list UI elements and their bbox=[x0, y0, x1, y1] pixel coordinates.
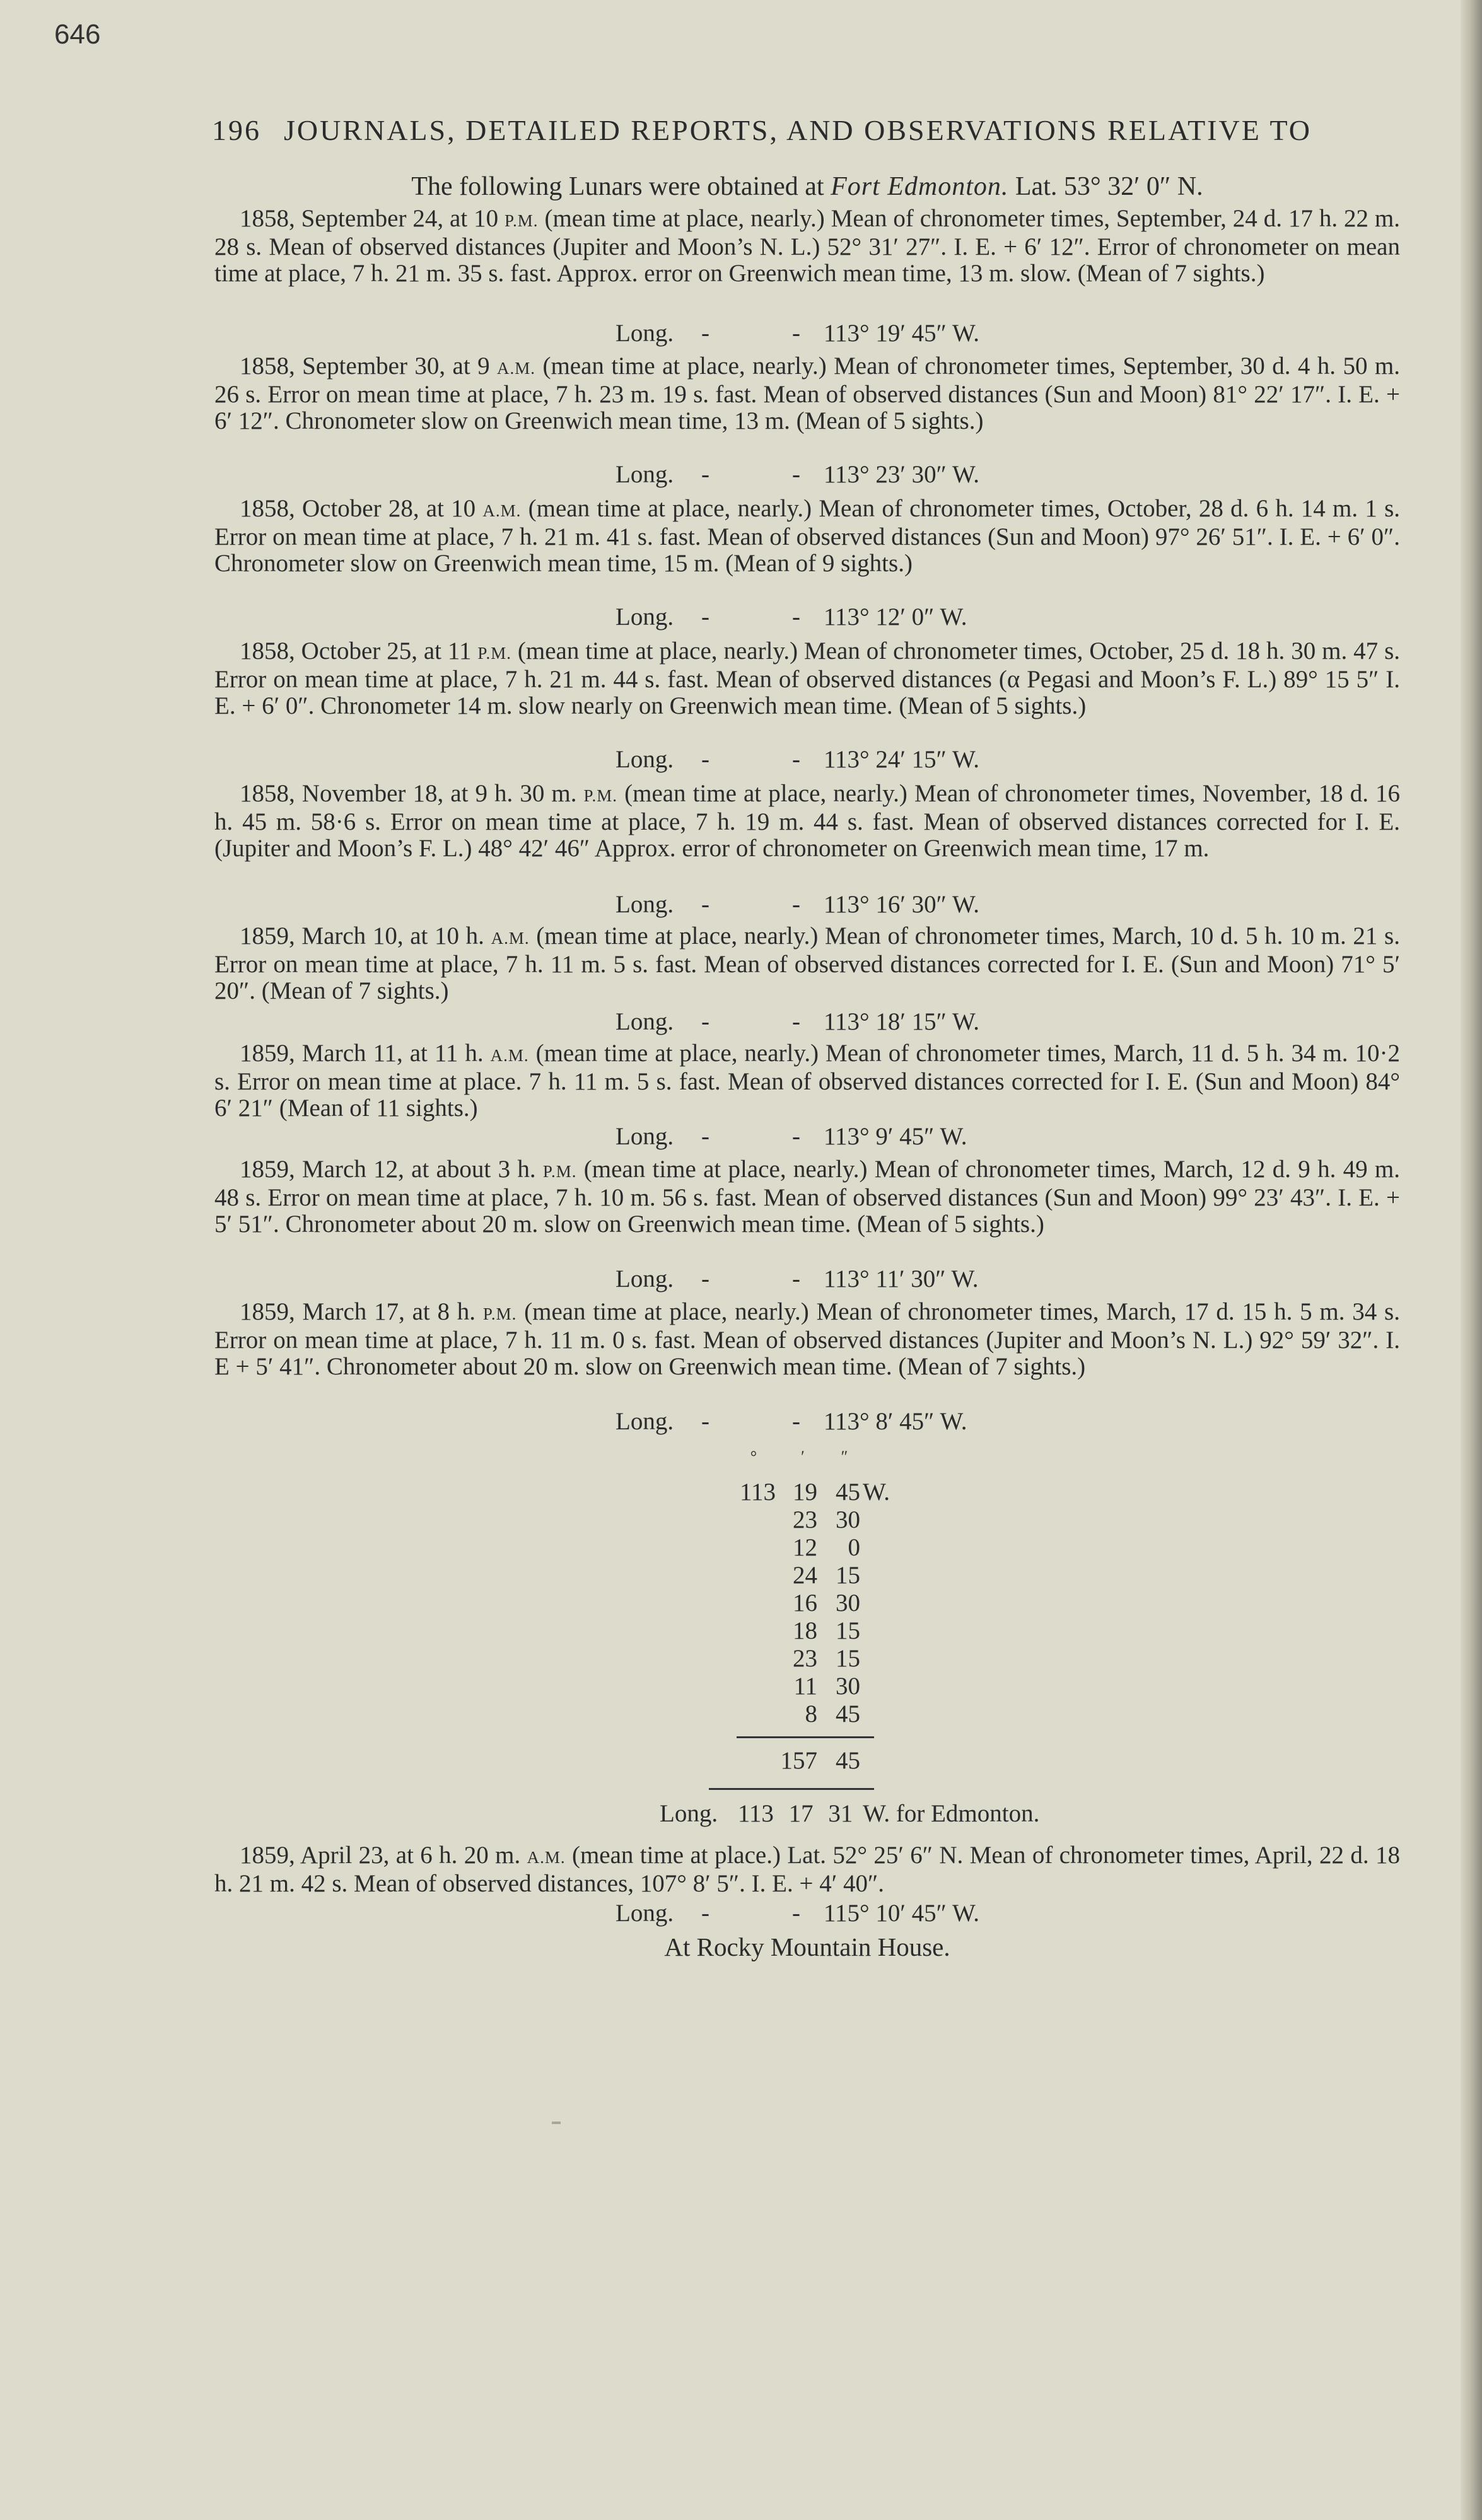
dash: - bbox=[701, 603, 709, 630]
dash: - bbox=[701, 1408, 709, 1435]
longitude-line bbox=[214, 460, 1400, 488]
longitude-value: 113° 11′ 30″ W. bbox=[824, 1265, 979, 1292]
dash: - bbox=[701, 1123, 709, 1150]
paragraph-text: 1859, March 12, at about 3 h. bbox=[240, 1156, 543, 1183]
longitude-label: Long. bbox=[616, 1265, 674, 1292]
result-minutes: 17 bbox=[788, 1800, 814, 1827]
dash: - bbox=[701, 1265, 709, 1292]
minutes-cell: 23 bbox=[793, 1506, 817, 1533]
longitude-value: 113° 16′ 30″ W. bbox=[824, 891, 979, 918]
page-edge bbox=[1461, 0, 1482, 2520]
minutes-cell: 18 bbox=[793, 1617, 817, 1644]
longitude-label: Long. bbox=[616, 1123, 674, 1150]
sum-seconds: 45 bbox=[836, 1747, 860, 1774]
paragraph-text: (mean time at place, nearly.) Mean of chronometer times, March, 17 d. 15 h. 5 m. 34 s. Error on mean time at place, 7 h. 11 m. 0 s. fast. Mean of observed distances (Jupiter and Moon’s N. L.) 92° 59′ 32″. I. E + 5′ 41″. Chronometer about 20 m. slow on Greenwich mean time. (Mean of 7 sights.) bbox=[214, 1298, 1400, 1380]
paragraph-text: (mean time at place, nearly.) Mean of chronometer times, October, 25 d. 18 h. 30 m. 47 s. Error on mean time at place, 7 h. 21 m. 44 s. fast. Mean of observed distances (α Pegasi and Moon’s F. L.) 89° 15 5″ I. E. + 6′ 0″. Chronometer 14 m. slow nearly on Greenwich mean time. (Mean of 5 sights.) bbox=[214, 637, 1401, 719]
time-of-day: P.M. bbox=[542, 1162, 577, 1181]
paragraph-text: (mean time at place, nearly.) Mean of chronometer times, November, 18 d. 16 h. 45 m. 58·6 s. Error on mean time at place, 7 h. 19 m. 44 s. fast. Mean of observed distances corrected for I. E. (Jupiter and Moon’s F. L.) 48° 42′ 46″ Approx. error of chronometer on Greenwich mean time, 17 m. bbox=[214, 780, 1400, 862]
table-row bbox=[744, 1533, 946, 1561]
sum-rule bbox=[737, 1736, 874, 1738]
heading-latitude: Lat. 53° 32′ 0″ N. bbox=[1008, 172, 1203, 201]
paragraph-text: 1858, October 25, at 11 bbox=[240, 637, 478, 665]
seconds-cell: 30 bbox=[836, 1506, 860, 1533]
table-row bbox=[744, 1506, 946, 1533]
result-suffix: W. for Edmonton. bbox=[863, 1800, 1040, 1827]
section-heading bbox=[214, 171, 1400, 202]
rocky-mountain-house-caption: At Rocky Mountain House. bbox=[664, 1932, 950, 1961]
dash: - bbox=[701, 746, 709, 773]
table-row bbox=[744, 1700, 946, 1727]
dash: - bbox=[792, 1265, 800, 1292]
result-rule bbox=[709, 1788, 874, 1790]
longitude-value: 113° 19′ 45″ W. bbox=[824, 320, 979, 347]
paragraph-text: 1859, March 17, at 8 h. bbox=[240, 1298, 483, 1325]
paragraph-text: 1858, October 28, at 10 bbox=[240, 495, 483, 522]
sum-row bbox=[744, 1746, 946, 1774]
time-of-day: P.M. bbox=[482, 1304, 517, 1323]
longitude-value: 113° 12′ 0″ W. bbox=[824, 603, 967, 630]
seconds-cell: 45 bbox=[836, 1478, 860, 1506]
dash: - bbox=[792, 461, 800, 488]
observation-paragraph bbox=[214, 1299, 1400, 1380]
dash: - bbox=[792, 1008, 800, 1035]
minutes-cell: 12 bbox=[793, 1534, 817, 1561]
longitude-line bbox=[214, 745, 1400, 773]
table-row bbox=[744, 1672, 946, 1700]
dash: - bbox=[701, 320, 709, 347]
observation-paragraph bbox=[214, 1156, 1400, 1238]
dash: - bbox=[701, 1900, 709, 1927]
degrees-cell: 113 bbox=[739, 1478, 776, 1506]
minute-header: ′ bbox=[801, 1448, 805, 1466]
longitude-label: Long. bbox=[616, 461, 674, 488]
longitude-value: 113° 18′ 15″ W. bbox=[824, 1008, 979, 1035]
longitude-label: Long. bbox=[616, 320, 674, 347]
longitude-value: 113° 8′ 45″ W. bbox=[824, 1408, 967, 1435]
running-head bbox=[212, 113, 1322, 158]
seconds-cell: 45 bbox=[836, 1700, 860, 1727]
scan-speck bbox=[552, 2122, 561, 2124]
longitude-label: Long. bbox=[616, 1900, 674, 1927]
dash: - bbox=[701, 1008, 709, 1035]
longitude-line bbox=[214, 1122, 1400, 1150]
time-of-day: A.M. bbox=[490, 1046, 529, 1065]
longitude-value: 115° 10′ 45″ W. bbox=[824, 1900, 979, 1927]
time-of-day: A.M. bbox=[491, 929, 530, 948]
paragraph-text: (mean time at place.) Lat. 52° 25′ 6″ N. Mean of chronometer times, April, 22 d. 18 h. 21 m. 42 s. Mean of observed distances, 107° 8′ 5″. I. E. + 4′ 40″. bbox=[214, 1842, 1400, 1897]
seconds-cell: 30 bbox=[836, 1673, 860, 1700]
time-of-day: P.M. bbox=[583, 786, 618, 805]
running-head-page: 196 bbox=[212, 114, 261, 146]
edmonton-longitude-result bbox=[660, 1799, 1039, 1828]
longitude-label: Long. bbox=[616, 603, 674, 630]
time-of-day: A.M. bbox=[482, 501, 522, 520]
minutes-cell: 23 bbox=[793, 1645, 817, 1672]
time-of-day: P.M. bbox=[477, 644, 511, 663]
minutes-cell: 19 bbox=[793, 1478, 817, 1506]
longitude-value: 113° 24′ 15″ W. bbox=[824, 746, 979, 773]
observation-paragraph bbox=[214, 1842, 1400, 1897]
dash: - bbox=[701, 461, 709, 488]
table-row bbox=[744, 1644, 946, 1672]
longitude-label: Long. bbox=[616, 1408, 674, 1435]
paragraph-text: 1859, April 23, at 6 h. 20 m. bbox=[240, 1842, 527, 1869]
dash: - bbox=[792, 1123, 800, 1150]
longitude-line bbox=[214, 1007, 1400, 1035]
paragraph-text: (mean time at place, nearly.) Mean of chronometer times, October, 28 d. 6 h. 14 m. 1 s. Error on mean time at place, 7 h. 21 m. 41 s. fast. Mean of observed distances (Sun and Moon) 97° 26′ 51″. I. E. + 6′ 0″. Chronometer slow on Greenwich mean time, 15 m. (Mean of 9 sights.) bbox=[214, 495, 1400, 577]
heading-text: The following Lunars were obtained at bbox=[411, 172, 831, 201]
minutes-cell: 11 bbox=[793, 1673, 817, 1700]
time-of-day: P.M. bbox=[505, 211, 539, 230]
paragraph-text: (mean time at place, nearly.) Mean of chronometer times, March, 12 d. 9 h. 49 m. 48 s. Error on mean time at place, 7 h. 10 m. 56 s. fast. Mean of observed distances (Sun and Moon) 99° 23′ 43″. I. E. + 5′ 51″. Chronometer about 20 m. slow on Greenwich mean time. (Mean of 5 sights.) bbox=[214, 1156, 1401, 1238]
observation-paragraph bbox=[214, 206, 1400, 287]
minutes-cell: 8 bbox=[805, 1700, 817, 1727]
table-header bbox=[744, 1448, 896, 1475]
second-header: ″ bbox=[841, 1448, 848, 1466]
direction-cell: W. bbox=[863, 1478, 890, 1506]
degree-header: ° bbox=[750, 1448, 757, 1466]
longitude-line bbox=[214, 890, 1400, 918]
heading-place: Fort Edmonton. bbox=[831, 172, 1009, 201]
longitude-line bbox=[214, 603, 1400, 630]
paragraph-text: (mean time at place, nearly.) Mean of chronometer times, September, 24 d. 17 h. 22 m. 28 s. Mean of observed distances (Jupiter and Moon’s N. L.) 52° 31′ 27″. I. E. + 6′ 12″. Error of chronometer on mean time at place, 7 h. 21 m. 35 s. fast. Approx. error on Greenwich mean time, 13 m. slow. (Mean of 7 sights.) bbox=[214, 205, 1400, 287]
minutes-cell: 16 bbox=[793, 1589, 817, 1617]
seconds-cell: 15 bbox=[836, 1617, 860, 1644]
running-head-title: JOURNALS, DETAILED REPORTS, AND OBSERVATIONS RELATIVE TO bbox=[284, 114, 1312, 146]
dash: - bbox=[792, 603, 800, 630]
seconds-cell: 30 bbox=[836, 1589, 860, 1617]
observation-paragraph bbox=[214, 353, 1400, 434]
result-seconds: 31 bbox=[828, 1800, 853, 1827]
observation-paragraph bbox=[214, 496, 1400, 577]
observation-paragraph bbox=[214, 1040, 1400, 1122]
seconds-cell: 15 bbox=[836, 1645, 860, 1672]
scan-page-number: 646 bbox=[54, 19, 101, 50]
dash: - bbox=[792, 320, 800, 347]
paragraph-text: 1859, March 10, at 10 h. bbox=[240, 922, 491, 949]
longitude-line bbox=[214, 1407, 1400, 1435]
longitude-label: Long. bbox=[616, 1008, 674, 1035]
table-row bbox=[744, 1561, 946, 1589]
paragraph-text: (mean time at place, nearly.) Mean of chronometer times, March, 11 d. 5 h. 34 m. 10·2 s. Error on mean time at place. 7 h. 11 m. 5 s. fast. Mean of observed distances corrected for I. E. (Sun and Moon) 84° 6′ 21″ (Mean of 11 sights.) bbox=[214, 1040, 1400, 1122]
table-row bbox=[744, 1589, 946, 1617]
dash: - bbox=[792, 1900, 800, 1927]
dash: - bbox=[792, 1408, 800, 1435]
observation-paragraph bbox=[214, 638, 1400, 719]
paragraph-text: 1858, September 24, at 10 bbox=[240, 205, 505, 232]
longitude-line bbox=[214, 1899, 1400, 1927]
longitude-line bbox=[214, 319, 1400, 347]
dash: - bbox=[701, 891, 709, 918]
longitude-value: 113° 23′ 30″ W. bbox=[824, 461, 979, 488]
observation-paragraph bbox=[214, 781, 1400, 862]
sum-minutes: 157 bbox=[780, 1747, 817, 1774]
table-row bbox=[739, 1478, 946, 1506]
table-row bbox=[744, 1617, 946, 1644]
dash: - bbox=[792, 891, 800, 918]
minutes-cell: 24 bbox=[793, 1562, 817, 1589]
paragraph-text: 1858, November 18, at 9 h. 30 m. bbox=[240, 780, 584, 807]
result-label: Long. bbox=[660, 1800, 718, 1827]
paragraph-text: 1859, March 11, at 11 h. bbox=[240, 1040, 491, 1067]
longitude-line bbox=[214, 1265, 1400, 1292]
result-degrees: 113 bbox=[737, 1800, 774, 1827]
paragraph-text: (mean time at place, nearly.) Mean of chronometer times, March, 10 d. 5 h. 10 m. 21 s. Error on mean time at place, 7 h. 11 m. 5 s. fast. Mean of observed distances corrected for I. E. (Sun and Moon) 71° 5′ 20″. (Mean of 7 sights.) bbox=[214, 922, 1400, 1004]
seconds-cell: 15 bbox=[836, 1562, 860, 1589]
dash: - bbox=[792, 746, 800, 773]
paragraph-text: (mean time at place, nearly.) Mean of chronometer times, September, 30 d. 4 h. 50 m. 26 s. Error on mean time at place, 7 h. 23 m. 19 s. fast. Mean of observed distances (Sun and Moon) 81° 22′ 17″. I. E. + 6′ 12″. Chronometer slow on Greenwich mean time, 13 m. (Mean of 5 sights.) bbox=[214, 352, 1400, 434]
seconds-cell: 0 bbox=[848, 1534, 860, 1561]
longitude-label: Long. bbox=[616, 746, 674, 773]
paragraph-text: 1858, September 30, at 9 bbox=[240, 352, 498, 380]
time-of-day: A.M. bbox=[527, 1848, 566, 1867]
observation-paragraph bbox=[214, 923, 1400, 1004]
longitude-label: Long. bbox=[616, 891, 674, 918]
time-of-day: A.M. bbox=[497, 359, 536, 378]
longitude-value: 113° 9′ 45″ W. bbox=[824, 1123, 967, 1150]
